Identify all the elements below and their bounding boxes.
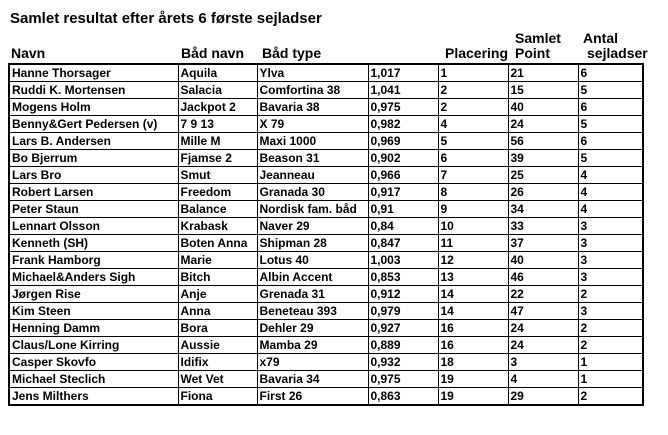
boat-name-cell: Fiona [178, 388, 257, 406]
placement-cell: 5 [438, 133, 508, 150]
total-points-cell: 33 [508, 218, 578, 235]
boat-type-cell: Beneteau 393 [257, 303, 368, 320]
table-row [9, 184, 643, 201]
boat-name-cell: Smut [178, 167, 257, 184]
race-count-cell: 4 [578, 167, 643, 184]
boat-name-cell: Balance [178, 201, 257, 218]
boat-name-cell: Anna [178, 303, 257, 320]
handicap-cell: 0,975 [368, 99, 438, 116]
boat-name-cell: 7 9 13 [178, 116, 257, 133]
boat-type-cell: Lotus 40 [257, 252, 368, 269]
sailor-name-cell: Lennart Olsson [9, 218, 178, 235]
table-row [9, 99, 643, 116]
race-count-cell: 6 [578, 99, 643, 116]
placement-cell: 14 [438, 286, 508, 303]
boat-type-cell: Naver 29 [257, 218, 368, 235]
race-count-cell: 4 [578, 184, 643, 201]
total-points-cell: 34 [508, 201, 578, 218]
handicap-cell: 1,017 [368, 64, 438, 82]
placement-cell: 2 [438, 82, 508, 99]
sailor-name-cell: Robert Larsen [9, 184, 178, 201]
total-points-cell: 29 [508, 388, 578, 406]
placement-cell: 2 [438, 99, 508, 116]
handicap-cell: 0,927 [368, 320, 438, 337]
boat-type-cell: x79 [257, 354, 368, 371]
sailor-name-cell: Henning Damm [9, 320, 178, 337]
boat-type-cell: Jeanneau [257, 167, 368, 184]
boat-name-cell: Jackpot 2 [178, 99, 257, 116]
handicap-cell: 0,979 [368, 303, 438, 320]
sailor-name-cell: Jørgen Rise [9, 286, 178, 303]
sailor-name-cell: Hanne Thorsager [9, 64, 178, 82]
boat-type-cell: Albin Accent [257, 269, 368, 286]
table-row [9, 116, 643, 133]
total-points-cell: 15 [508, 82, 578, 99]
handicap-cell: 0,912 [368, 286, 438, 303]
race-count-cell: 5 [578, 116, 643, 133]
table-row [9, 252, 643, 269]
table-row [9, 167, 643, 184]
boat-name-cell: Wet Vet [178, 371, 257, 388]
results-table-body [9, 64, 643, 405]
sailor-name-cell: Lars Bro [9, 167, 178, 184]
boat-name-cell: Marie [178, 252, 257, 269]
handicap-cell: 0,969 [368, 133, 438, 150]
race-count-cell: 3 [578, 269, 643, 286]
table-row [9, 337, 643, 354]
sailor-name-cell: Lars B. Andersen [9, 133, 178, 150]
header-baad-type: Båd type [262, 45, 322, 61]
boat-type-cell: Mamba 29 [257, 337, 368, 354]
boat-type-cell: Bavaria 38 [257, 99, 368, 116]
placement-cell: 16 [438, 337, 508, 354]
boat-name-cell: Bora [178, 320, 257, 337]
placement-cell: 18 [438, 354, 508, 371]
total-points-cell: 21 [508, 64, 578, 82]
total-points-cell: 47 [508, 303, 578, 320]
sailor-name-cell: Kenneth (SH) [9, 235, 178, 252]
table-row [9, 201, 643, 218]
placement-cell: 7 [438, 167, 508, 184]
handicap-cell: 0,889 [368, 337, 438, 354]
handicap-cell: 0,847 [368, 235, 438, 252]
handicap-cell: 0,84 [368, 218, 438, 235]
race-count-cell: 5 [578, 150, 643, 167]
race-count-cell: 1 [578, 371, 643, 388]
placement-cell: 1 [438, 64, 508, 82]
boat-type-cell: Comfortina 38 [257, 82, 368, 99]
header-navn: Navn [11, 45, 46, 61]
header-antal: Antal [583, 30, 618, 46]
race-count-cell: 3 [578, 235, 643, 252]
table-row [9, 371, 643, 388]
table-row [9, 218, 643, 235]
race-count-cell: 2 [578, 337, 643, 354]
handicap-cell: 0,902 [368, 150, 438, 167]
handicap-cell: 0,966 [368, 167, 438, 184]
sailor-name-cell: Bo Bjerrum [9, 150, 178, 167]
header-baad-navn: Båd navn [181, 45, 245, 61]
table-row [9, 269, 643, 286]
boat-type-cell: Maxi 1000 [257, 133, 368, 150]
boat-name-cell: Boten Anna [178, 235, 257, 252]
placement-cell: 4 [438, 116, 508, 133]
total-points-cell: 25 [508, 167, 578, 184]
handicap-cell: 1,041 [368, 82, 438, 99]
sailor-name-cell: Jens Milthers [9, 388, 178, 406]
handicap-cell: 0,853 [368, 269, 438, 286]
race-count-cell: 2 [578, 320, 643, 337]
race-count-cell: 1 [578, 354, 643, 371]
table-row [9, 235, 643, 252]
table-row [9, 133, 643, 150]
boat-type-cell: First 26 [257, 388, 368, 406]
placement-cell: 19 [438, 371, 508, 388]
race-count-cell: 4 [578, 201, 643, 218]
sailor-name-cell: Frank Hamborg [9, 252, 178, 269]
handicap-cell: 0,932 [368, 354, 438, 371]
total-points-cell: 24 [508, 320, 578, 337]
boat-name-cell: Aquila [178, 64, 257, 82]
total-points-cell: 37 [508, 235, 578, 252]
table-row [9, 303, 643, 320]
total-points-cell: 3 [508, 354, 578, 371]
boat-name-cell: Freedom [178, 184, 257, 201]
total-points-cell: 40 [508, 99, 578, 116]
handicap-cell: 0,863 [368, 388, 438, 406]
boat-type-cell: Shipman 28 [257, 235, 368, 252]
table-row [9, 286, 643, 303]
placement-cell: 19 [438, 388, 508, 406]
handicap-cell: 0,917 [368, 184, 438, 201]
placement-cell: 12 [438, 252, 508, 269]
sailor-name-cell: Ruddi K. Mortensen [9, 82, 178, 99]
race-count-cell: 6 [578, 64, 643, 82]
boat-type-cell: Beason 31 [257, 150, 368, 167]
table-row [9, 388, 643, 406]
placement-cell: 10 [438, 218, 508, 235]
header-sejladser: sejladser [587, 45, 648, 61]
sailor-name-cell: Benny&Gert Pedersen (v) [9, 116, 178, 133]
total-points-cell: 46 [508, 269, 578, 286]
total-points-cell: 40 [508, 252, 578, 269]
handicap-cell: 0,982 [368, 116, 438, 133]
placement-cell: 11 [438, 235, 508, 252]
boat-type-cell: X 79 [257, 116, 368, 133]
race-count-cell: 2 [578, 388, 643, 406]
table-row [9, 64, 643, 82]
boat-name-cell: Idifix [178, 354, 257, 371]
table-row [9, 354, 643, 371]
handicap-cell: 0,975 [368, 371, 438, 388]
header-placering: Placering [445, 45, 509, 61]
placement-cell: 16 [438, 320, 508, 337]
page-title: Samlet resultat efter årets 6 første sejladser [10, 10, 322, 27]
total-points-cell: 24 [508, 337, 578, 354]
placement-cell: 8 [438, 184, 508, 201]
sailor-name-cell: Claus/Lone Kirring [9, 337, 178, 354]
boat-type-cell: Ylva [257, 64, 368, 82]
boat-name-cell: Bitch [178, 269, 257, 286]
boat-name-cell: Aussie [178, 337, 257, 354]
sailor-name-cell: Mogens Holm [9, 99, 178, 116]
table-row [9, 82, 643, 99]
total-points-cell: 39 [508, 150, 578, 167]
total-points-cell: 26 [508, 184, 578, 201]
total-points-cell: 56 [508, 133, 578, 150]
race-count-cell: 6 [578, 133, 643, 150]
placement-cell: 9 [438, 201, 508, 218]
results-table [8, 63, 644, 406]
boat-type-cell: Nordisk fam. båd [257, 201, 368, 218]
handicap-cell: 0,91 [368, 201, 438, 218]
sailor-name-cell: Casper Skovfo [9, 354, 178, 371]
total-points-cell: 4 [508, 371, 578, 388]
boat-type-cell: Dehler 29 [257, 320, 368, 337]
race-count-cell: 3 [578, 252, 643, 269]
header-samlet: Samlet [515, 30, 561, 46]
sailor-name-cell: Michael Steclich [9, 371, 178, 388]
race-count-cell: 3 [578, 218, 643, 235]
total-points-cell: 24 [508, 116, 578, 133]
sailor-name-cell: Peter Staun [9, 201, 178, 218]
total-points-cell: 22 [508, 286, 578, 303]
race-count-cell: 2 [578, 286, 643, 303]
boat-type-cell: Grenada 31 [257, 286, 368, 303]
placement-cell: 14 [438, 303, 508, 320]
placement-cell: 13 [438, 269, 508, 286]
placement-cell: 6 [438, 150, 508, 167]
boat-name-cell: Anje [178, 286, 257, 303]
sailor-name-cell: Michael&Anders Sigh [9, 269, 178, 286]
boat-type-cell: Granada 30 [257, 184, 368, 201]
race-count-cell: 5 [578, 82, 643, 99]
header-point: Point [515, 45, 550, 61]
sailor-name-cell: Kim Steen [9, 303, 178, 320]
boat-name-cell: Mille M [178, 133, 257, 150]
table-row [9, 150, 643, 167]
table-row [9, 320, 643, 337]
boat-name-cell: Krabask [178, 218, 257, 235]
handicap-cell: 1,003 [368, 252, 438, 269]
boat-name-cell: Fjamse 2 [178, 150, 257, 167]
race-count-cell: 3 [578, 303, 643, 320]
boat-type-cell: Bavaria 34 [257, 371, 368, 388]
boat-name-cell: Salacia [178, 82, 257, 99]
